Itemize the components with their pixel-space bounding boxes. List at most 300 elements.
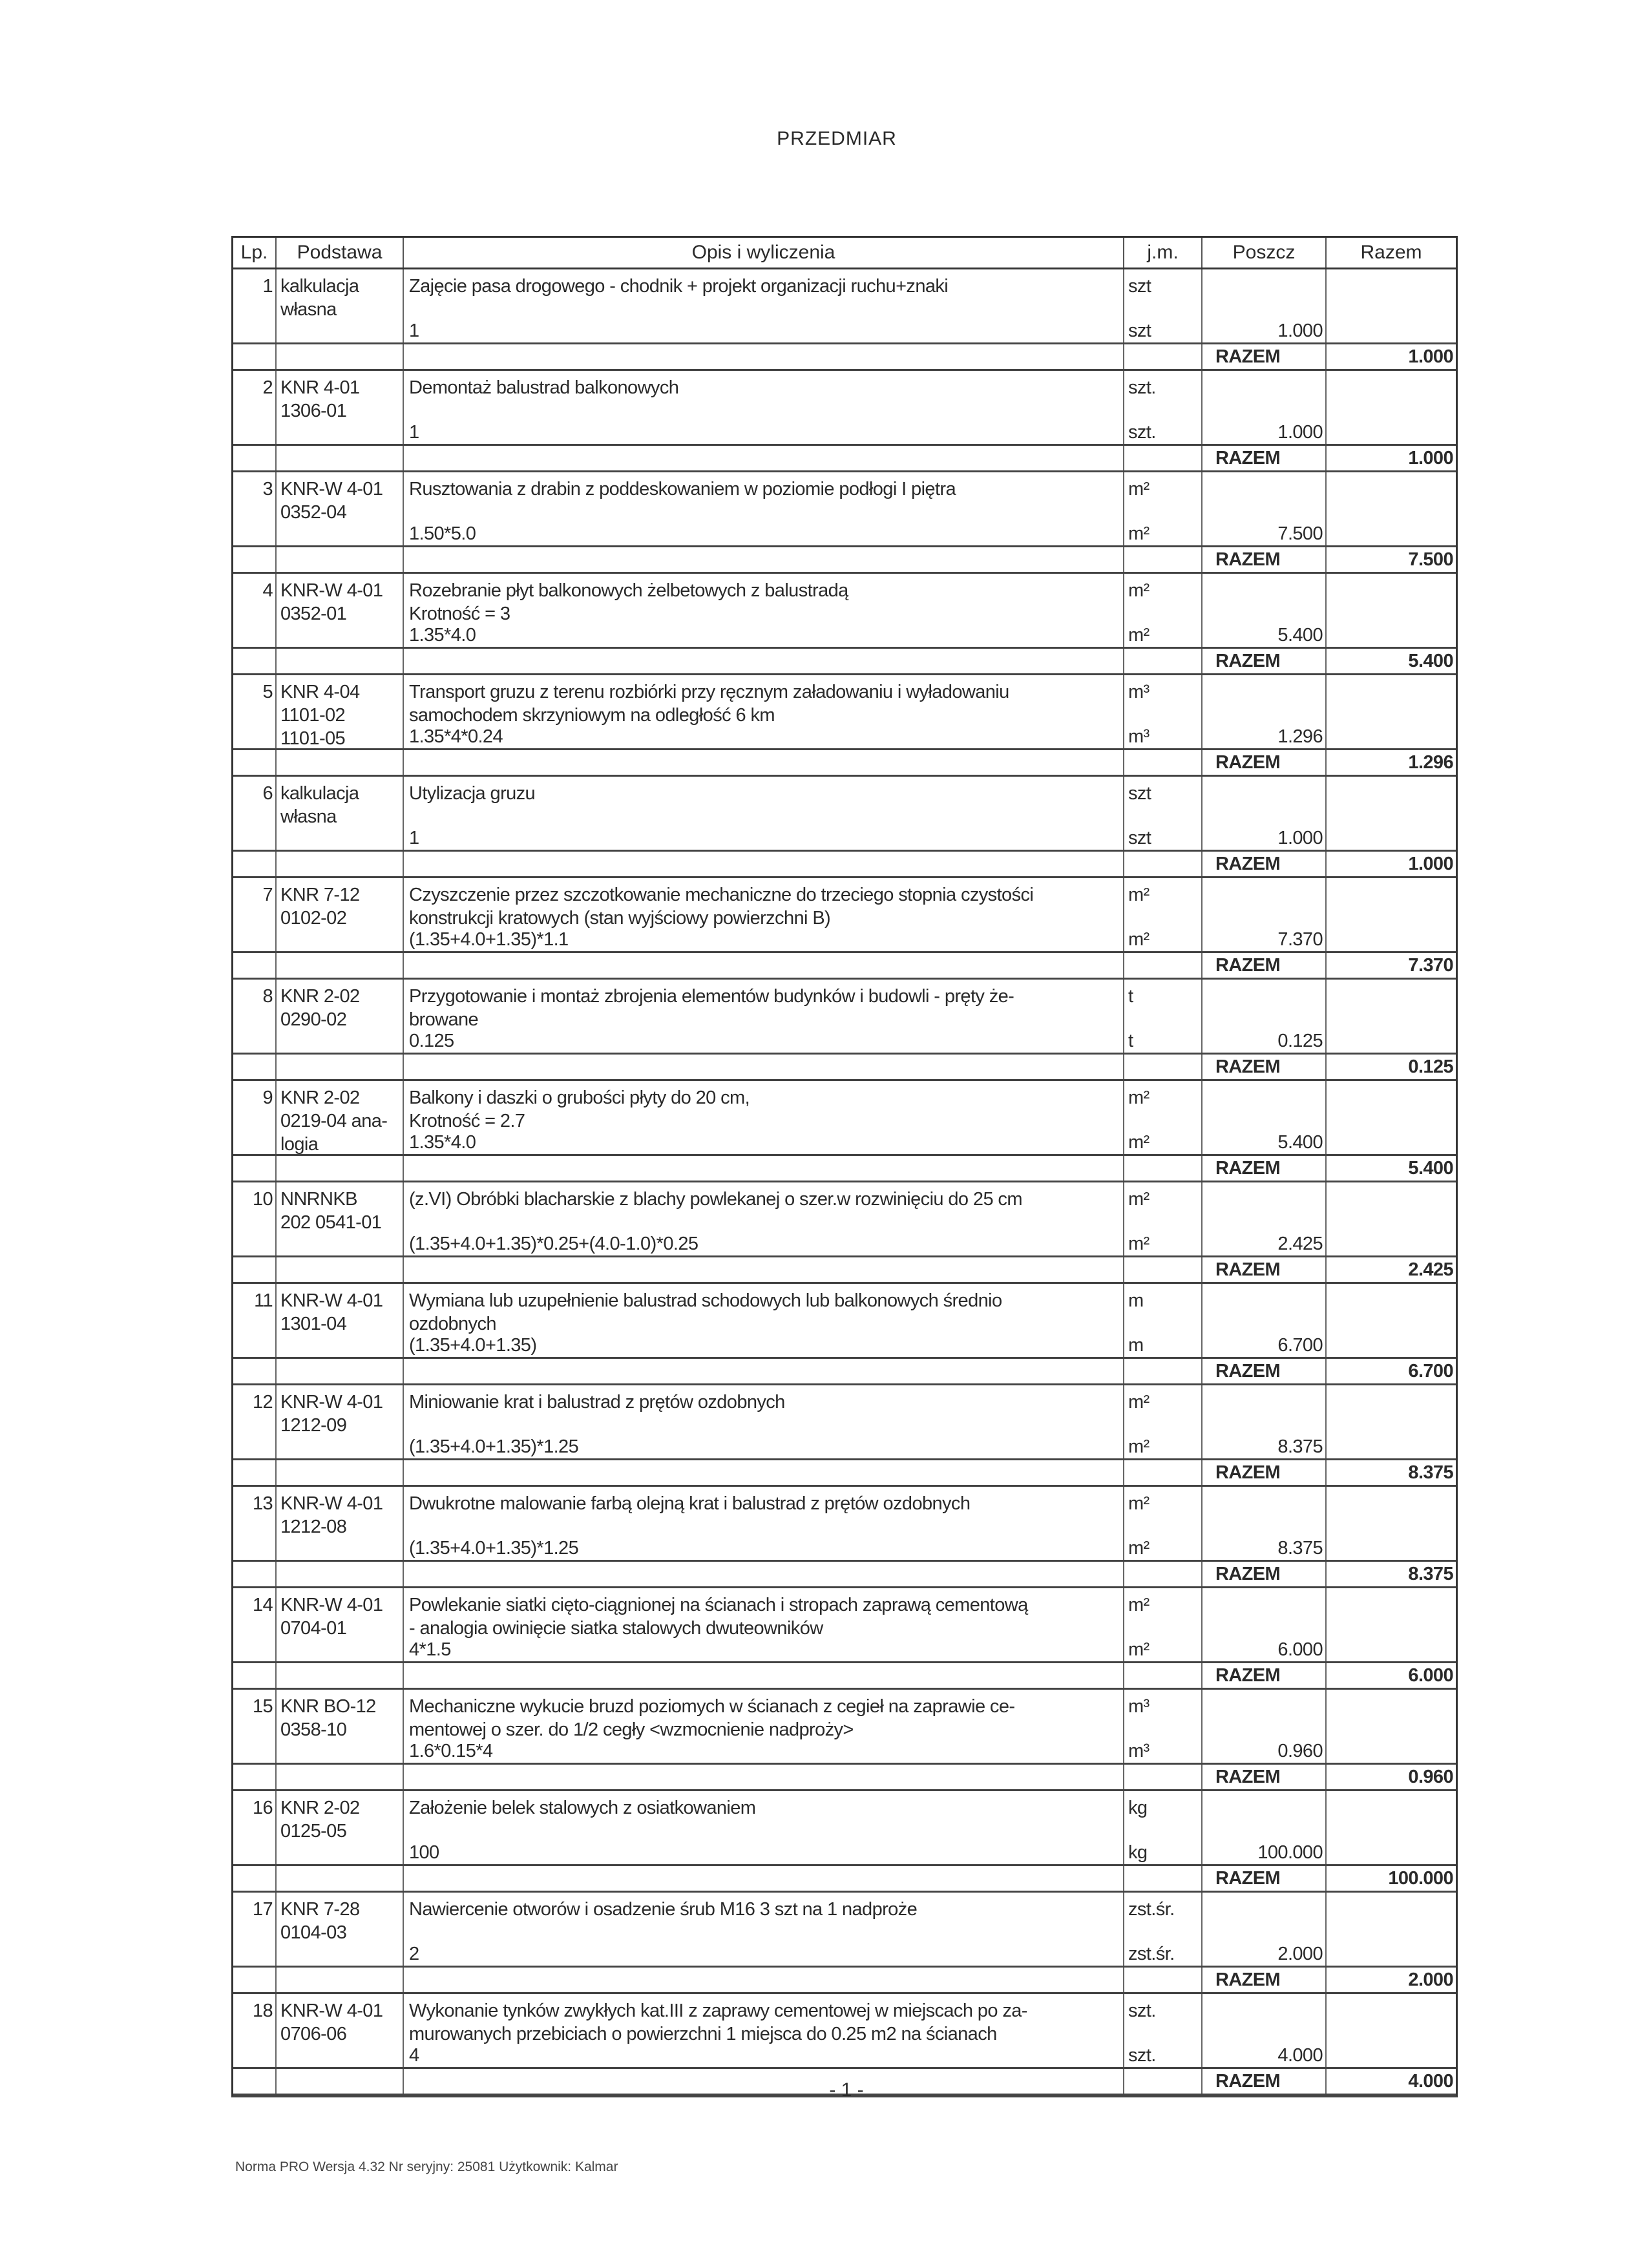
jm-bottom: m²: [1128, 1234, 1150, 1254]
poszcz-value: 6.700: [1277, 1335, 1323, 1356]
jm-bottom: m³: [1128, 726, 1150, 747]
opis-line: mentowej o szer. do 1/2 cegły <wzmocnienie nadproży>: [409, 1719, 854, 1740]
item-podstawa: [277, 1487, 404, 1560]
poszcz-value: 0.125: [1277, 1031, 1323, 1051]
razem-value: 1.000: [1408, 346, 1453, 367]
razem-row: [233, 1663, 1456, 1690]
item-calculation: 4*1.5: [409, 1639, 451, 1660]
opis-line: Przygotowanie i montaż zbrojenia elementów budynków i budowli - pręty że-: [409, 986, 1014, 1007]
jm-top: m²: [1128, 479, 1150, 499]
opis-line: Krotność = 3: [409, 604, 510, 624]
podstawa-line: 0125-05: [280, 1821, 347, 1842]
item-opis: [404, 980, 1124, 1053]
podstawa-line: KNR-W 4-01: [280, 1595, 383, 1615]
jm-bottom: szt.: [1128, 2045, 1156, 2066]
item-opis: [404, 269, 1124, 342]
razem-label: RAZEM: [1203, 446, 1327, 470]
table-row: [233, 1081, 1456, 1156]
item-razem-empty: [1327, 1385, 1456, 1458]
jm-bottom: szt.: [1128, 422, 1156, 443]
opis-line: murowanych przebiciach o powierzchni 1 miejsca do 0.25 m2 na ścianach: [409, 2024, 997, 2044]
razem-row: [233, 547, 1456, 574]
item-razem-empty: [1327, 1487, 1456, 1560]
razem-label: RAZEM: [1203, 344, 1327, 369]
item-podstawa: [277, 1588, 404, 1661]
item-podstawa: [277, 980, 404, 1053]
jm-bottom: m²: [1128, 1436, 1150, 1457]
podstawa-line: KNR 7-12: [280, 885, 360, 905]
item-opis: [404, 1791, 1124, 1864]
poszcz-value: 7.500: [1277, 523, 1323, 544]
item-razem-empty: [1327, 269, 1456, 342]
razem-value: 5.400: [1408, 651, 1453, 671]
razem-value: 7.500: [1408, 549, 1453, 570]
item-razem-empty: [1327, 777, 1456, 850]
item-jm: [1124, 878, 1203, 951]
razem-row: [233, 852, 1456, 878]
podstawa-line: KNR 7-28: [280, 1899, 360, 1920]
jm-top: szt.: [1128, 2000, 1156, 2021]
item-poszcz: [1203, 1182, 1327, 1255]
item-calculation: 1.35*4.0: [409, 1132, 476, 1153]
podstawa-line: 1301-04: [280, 1314, 347, 1334]
item-razem-empty: [1327, 472, 1456, 545]
item-podstawa: [277, 269, 404, 342]
podstawa-line: własna: [280, 299, 337, 320]
item-jm: [1124, 1487, 1203, 1560]
jm-bottom: kg: [1128, 1842, 1148, 1863]
item-opis: [404, 1182, 1124, 1255]
podstawa-line: 0704-01: [280, 1618, 347, 1639]
razem-label: RAZEM: [1203, 953, 1327, 978]
item-poszcz: [1203, 1893, 1327, 1966]
razem-label: RAZEM: [1203, 1866, 1327, 1891]
jm-top: m²: [1128, 1392, 1150, 1412]
razem-value: 4.000: [1408, 2071, 1453, 2092]
item-jm: [1124, 1690, 1203, 1763]
item-calculation: 2: [409, 1944, 419, 1964]
jm-bottom: szt: [1128, 320, 1151, 341]
table-row: [233, 980, 1456, 1055]
item-calculation: (1.35+4.0+1.35)*1.25: [409, 1436, 579, 1457]
opis-line: konstrukcji kratowych (stan wyjściowy powierzchni B): [409, 908, 831, 929]
table-body: [233, 269, 1456, 2095]
table-row: [233, 1182, 1456, 1257]
razem-value: 0.960: [1408, 1767, 1453, 1787]
jm-bottom: m: [1128, 1335, 1144, 1356]
podstawa-line: KNR 2-02: [280, 986, 360, 1007]
item-calculation: 100: [409, 1842, 439, 1863]
item-opis: [404, 1893, 1124, 1966]
podstawa-line: KNR-W 4-01: [280, 1290, 383, 1311]
item-poszcz: [1203, 1487, 1327, 1560]
jm-bottom: m²: [1128, 1538, 1150, 1559]
table-row: [233, 1385, 1456, 1460]
table-row: [233, 574, 1456, 649]
item-lp: 4: [233, 574, 277, 647]
item-jm: [1124, 980, 1203, 1053]
podstawa-line: 0219-04 ana-: [280, 1111, 388, 1131]
item-calculation: (1.35+4.0+1.35): [409, 1335, 537, 1356]
razem-label: RAZEM: [1203, 1460, 1327, 1485]
jm-top: szt: [1128, 276, 1151, 297]
poszcz-value: 8.375: [1277, 1538, 1323, 1559]
podstawa-line: KNR 4-04: [280, 682, 360, 702]
item-poszcz: [1203, 1284, 1327, 1357]
podstawa-line: 0358-10: [280, 1719, 347, 1740]
item-poszcz: [1203, 878, 1327, 951]
item-lp: 8: [233, 980, 277, 1053]
jm-bottom: m²: [1128, 1639, 1150, 1660]
item-opis: [404, 1385, 1124, 1458]
item-opis: [404, 472, 1124, 545]
item-poszcz: [1203, 980, 1327, 1053]
jm-top: t: [1128, 986, 1133, 1007]
item-poszcz: [1203, 675, 1327, 748]
razem-label: RAZEM: [1203, 649, 1327, 673]
razem-label: RAZEM: [1203, 1663, 1327, 1688]
razem-row: [233, 344, 1456, 371]
header-poszcz: Poszcz: [1203, 238, 1327, 268]
item-calculation: (1.35+4.0+1.35)*1.1: [409, 929, 569, 950]
item-opis: [404, 675, 1124, 748]
item-jm: [1124, 1284, 1203, 1357]
jm-top: m³: [1128, 1696, 1150, 1717]
razem-label: RAZEM: [1203, 1562, 1327, 1586]
item-podstawa: [277, 777, 404, 850]
opis-line: Miniowanie krat i balustrad z prętów ozdobnych: [409, 1392, 785, 1412]
jm-top: m²: [1128, 1493, 1150, 1514]
opis-line: Założenie belek stalowych z osiatkowaniem: [409, 1798, 756, 1818]
table-row: [233, 1893, 1456, 1968]
item-lp: 14: [233, 1588, 277, 1661]
jm-bottom: m²: [1128, 1132, 1150, 1153]
table-row: [233, 878, 1456, 953]
opis-line: Powlekanie siatki cięto-ciągnionej na ścianach i stropach zaprawą cementową: [409, 1595, 1028, 1615]
item-razem-empty: [1327, 878, 1456, 951]
item-lp: 12: [233, 1385, 277, 1458]
item-jm: [1124, 574, 1203, 647]
jm-top: m²: [1128, 885, 1150, 905]
item-calculation: 1: [409, 320, 419, 341]
jm-bottom: m²: [1128, 523, 1150, 544]
poszcz-value: 5.400: [1277, 625, 1323, 646]
podstawa-line: 0290-02: [280, 1009, 347, 1030]
razem-label: RAZEM: [1203, 547, 1327, 572]
razem-value: 100.000: [1388, 1868, 1453, 1889]
razem-row: [233, 1359, 1456, 1385]
jm-top: m²: [1128, 580, 1150, 601]
item-podstawa: [277, 574, 404, 647]
razem-label: RAZEM: [1203, 750, 1327, 775]
item-lp: 5: [233, 675, 277, 748]
poszcz-value: 1.000: [1277, 422, 1323, 443]
opis-line: Transport gruzu z terenu rozbiórki przy ręcznym załadowaniu i wyładowaniu: [409, 682, 1009, 702]
podstawa-line: kalkulacja: [280, 276, 359, 297]
podstawa-line: 1101-05: [280, 728, 346, 748]
item-lp: 1: [233, 269, 277, 342]
item-jm: [1124, 1081, 1203, 1154]
item-podstawa: [277, 1182, 404, 1255]
razem-value: 7.370: [1408, 955, 1453, 976]
razem-row: [233, 750, 1456, 777]
header-podstawa: Podstawa: [277, 238, 404, 268]
jm-top: m: [1128, 1290, 1144, 1311]
item-poszcz: [1203, 1588, 1327, 1661]
item-poszcz: [1203, 777, 1327, 850]
item-jm: [1124, 675, 1203, 748]
item-jm: [1124, 269, 1203, 342]
razem-value: 8.375: [1408, 1462, 1453, 1483]
item-podstawa: [277, 371, 404, 444]
razem-row: [233, 1866, 1456, 1893]
table-row: [233, 1588, 1456, 1663]
podstawa-line: KNR 4-01: [280, 377, 360, 398]
item-lp: 9: [233, 1081, 277, 1154]
poszcz-value: 4.000: [1277, 2045, 1323, 2066]
razem-row: [233, 1562, 1456, 1588]
page-number: - 1 -: [829, 2079, 864, 2101]
jm-bottom: m²: [1128, 625, 1150, 646]
header-razem: Razem: [1360, 242, 1422, 263]
opis-line: Utylizacja gruzu: [409, 783, 536, 804]
razem-row: [233, 649, 1456, 675]
item-poszcz: [1203, 472, 1327, 545]
poszcz-value: 1.000: [1277, 320, 1323, 341]
table-row: [233, 371, 1456, 446]
razem-value: 6.000: [1408, 1665, 1453, 1686]
podstawa-line: KNR 2-02: [280, 1087, 360, 1108]
item-opis: [404, 777, 1124, 850]
item-opis: [404, 878, 1124, 951]
razem-row: [233, 1460, 1456, 1487]
document-title: PRZEDMIAR: [777, 128, 897, 149]
opis-line: ozdobnych: [409, 1314, 496, 1334]
opis-line: (z.VI) Obróbki blacharskie z blachy powlekanej o szer.w rozwinięciu do 25 cm: [409, 1189, 1022, 1210]
jm-top: zst.śr.: [1128, 1899, 1175, 1920]
razem-value: 5.400: [1408, 1158, 1453, 1179]
opis-line: Wymiana lub uzupełnienie balustrad schodowych lub balkonowych średnio: [409, 1290, 1002, 1311]
item-calculation: 1.50*5.0: [409, 523, 476, 544]
razem-value: 8.375: [1408, 1564, 1453, 1584]
poszcz-value: 2.000: [1277, 1944, 1323, 1964]
jm-top: m³: [1128, 682, 1150, 702]
poszcz-value: 8.375: [1277, 1436, 1323, 1457]
podstawa-line: KNR-W 4-01: [280, 2000, 383, 2021]
item-opis: [404, 1081, 1124, 1154]
item-poszcz: [1203, 1791, 1327, 1864]
opis-line: Zajęcie pasa drogowego - chodnik + projekt organizacji ruchu+znaki: [409, 276, 949, 297]
item-lp: 18: [233, 1994, 277, 2067]
podstawa-line: 1212-08: [280, 1517, 347, 1537]
razem-row: [233, 1257, 1456, 1284]
jm-bottom: m²: [1128, 929, 1150, 950]
item-jm: [1124, 1893, 1203, 1966]
table-row: [233, 1284, 1456, 1359]
opis-line: Dwukrotne malowanie farbą olejną krat i balustrad z prętów ozdobnych: [409, 1493, 971, 1514]
razem-label: RAZEM: [1203, 1765, 1327, 1789]
podstawa-line: KNR-W 4-01: [280, 580, 383, 601]
jm-top: kg: [1128, 1798, 1148, 1818]
item-razem-empty: [1327, 1081, 1456, 1154]
item-podstawa: [277, 878, 404, 951]
item-poszcz: [1203, 1994, 1327, 2067]
item-calculation: 1.35*4*0.24: [409, 726, 503, 747]
podstawa-line: KNR-W 4-01: [280, 479, 383, 499]
razem-label: RAZEM: [1203, 1359, 1327, 1383]
podstawa-line: 0104-03: [280, 1922, 347, 1943]
opis-line: samochodem skrzyniowym na odległość 6 km: [409, 705, 775, 726]
item-jm: [1124, 472, 1203, 545]
jm-bottom: szt: [1128, 828, 1151, 848]
header-lp: Lp.: [233, 238, 277, 268]
item-podstawa: [277, 1690, 404, 1763]
item-opis: [404, 1690, 1124, 1763]
razem-label: RAZEM: [1203, 1257, 1327, 1282]
jm-bottom: t: [1128, 1031, 1133, 1051]
podstawa-line: 0102-02: [280, 908, 347, 929]
item-podstawa: [277, 472, 404, 545]
podstawa-line: 0352-01: [280, 604, 347, 624]
item-calculation: 1: [409, 828, 419, 848]
razem-label: RAZEM: [1203, 852, 1327, 876]
razem-value: 0.125: [1408, 1056, 1453, 1077]
item-jm: [1124, 1588, 1203, 1661]
razem-label: RAZEM: [1203, 1968, 1327, 1992]
poszcz-value: 0.960: [1277, 1741, 1323, 1761]
item-jm: [1124, 371, 1203, 444]
item-opis: [404, 1994, 1124, 2067]
poszcz-value: 5.400: [1277, 1132, 1323, 1153]
jm-top: m²: [1128, 1087, 1150, 1108]
razem-label: RAZEM: [1203, 2069, 1327, 2094]
item-calculation: 4: [409, 2045, 419, 2066]
table-row: [233, 777, 1456, 852]
razem-value: 1.000: [1408, 448, 1453, 468]
item-opis: [404, 1588, 1124, 1661]
razem-value: 2.000: [1408, 1969, 1453, 1990]
podstawa-line: kalkulacja: [280, 783, 359, 804]
item-poszcz: [1203, 371, 1327, 444]
item-opis: [404, 1487, 1124, 1560]
item-calculation: 1: [409, 422, 419, 443]
opis-line: Balkony i daszki o grubości płyty do 20 cm,: [409, 1087, 750, 1108]
podstawa-line: 1306-01: [280, 401, 347, 421]
item-calculation: (1.35+4.0+1.35)*0.25+(4.0-1.0)*0.25: [409, 1234, 698, 1254]
podstawa-line: KNR 2-02: [280, 1798, 360, 1818]
podstawa-line: 1101-02: [280, 705, 346, 726]
opis-line: Rozebranie płyt balkonowych żelbetowych z balustradą: [409, 580, 848, 601]
item-jm: [1124, 777, 1203, 850]
razem-row: [233, 1156, 1456, 1182]
item-poszcz: [1203, 574, 1327, 647]
item-podstawa: [277, 1385, 404, 1458]
item-lp: 10: [233, 1182, 277, 1255]
item-razem-empty: [1327, 1791, 1456, 1864]
podstawa-line: 202 0541-01: [280, 1212, 382, 1233]
razem-value: 6.700: [1408, 1361, 1453, 1381]
razem-value: 1.296: [1408, 752, 1453, 773]
razem-row: [233, 953, 1456, 980]
table-row: [233, 1690, 1456, 1765]
table-row: [233, 1994, 1456, 2069]
item-jm: [1124, 1791, 1203, 1864]
item-jm: [1124, 1182, 1203, 1255]
razem-label: RAZEM: [1203, 1055, 1327, 1079]
table-row: [233, 472, 1456, 547]
opis-line: Nawiercenie otworów i osadzenie śrub M16 3 szt na 1 nadproże: [409, 1899, 918, 1920]
poszcz-value: 1.000: [1277, 828, 1323, 848]
item-razem-empty: [1327, 1994, 1456, 2067]
podstawa-line: KNR-W 4-01: [280, 1392, 383, 1412]
podstawa-line: KNR-W 4-01: [280, 1493, 383, 1514]
item-podstawa: [277, 1893, 404, 1966]
item-lp: 13: [233, 1487, 277, 1560]
jm-bottom: zst.śr.: [1128, 1944, 1175, 1964]
poszcz-value: 7.370: [1277, 929, 1323, 950]
item-razem-empty: [1327, 675, 1456, 748]
podstawa-line: własna: [280, 806, 337, 827]
item-lp: 16: [233, 1791, 277, 1864]
footer-software-info: Norma PRO Wersja 4.32 Nr seryjny: 25081 Użytkownik: Kalmar: [235, 2159, 618, 2174]
item-poszcz: [1203, 269, 1327, 342]
jm-top: m²: [1128, 1189, 1150, 1210]
jm-bottom: m³: [1128, 1741, 1150, 1761]
item-podstawa: [277, 1284, 404, 1357]
item-calculation: 1.6*0.15*4: [409, 1741, 493, 1761]
item-razem-empty: [1327, 1690, 1456, 1763]
item-razem-empty: [1327, 980, 1456, 1053]
item-lp: 3: [233, 472, 277, 545]
item-lp: 17: [233, 1893, 277, 1966]
opis-line: Czyszczenie przez szczotkowanie mechaniczne do trzeciego stopnia czystości: [409, 885, 1034, 905]
table-row: [233, 269, 1456, 344]
item-poszcz: [1203, 1690, 1327, 1763]
razem-row: [233, 446, 1456, 472]
opis-line: Demontaż balustrad balkonowych: [409, 377, 679, 398]
razem-value: 1.000: [1408, 854, 1453, 874]
item-razem-empty: [1327, 574, 1456, 647]
poszcz-value: 1.296: [1277, 726, 1323, 747]
podstawa-line: 1212-09: [280, 1415, 347, 1436]
table-row: [233, 1791, 1456, 1866]
poszcz-value: 6.000: [1277, 1639, 1323, 1660]
poszcz-value: 100.000: [1257, 1842, 1323, 1863]
header-jm: j.m.: [1124, 238, 1203, 268]
jm-top: szt.: [1128, 377, 1156, 398]
header-opis: Opis i wyliczenia: [404, 238, 1124, 268]
item-jm: [1124, 1994, 1203, 2067]
item-opis: [404, 574, 1124, 647]
item-poszcz: [1203, 1081, 1327, 1154]
item-opis: [404, 1284, 1124, 1357]
podstawa-line: 0706-06: [280, 2024, 347, 2044]
opis-line: Rusztowania z drabin z poddeskowaniem w poziomie podłogi I piętra: [409, 479, 956, 499]
podstawa-line: NNRNKB: [280, 1189, 357, 1210]
table-header: [233, 238, 1456, 269]
item-lp: 15: [233, 1690, 277, 1763]
item-calculation: (1.35+4.0+1.35)*1.25: [409, 1538, 579, 1559]
razem-row: [233, 1055, 1456, 1081]
item-calculation: 0.125: [409, 1031, 454, 1051]
podstawa-line: KNR BO-12: [280, 1696, 376, 1717]
opis-line: Wykonanie tynków zwykłych kat.III z zaprawy cementowej w miejscach po za-: [409, 2000, 1027, 2021]
item-calculation: 1.35*4.0: [409, 625, 476, 646]
item-podstawa: [277, 1994, 404, 2067]
item-razem-empty: [1327, 1182, 1456, 1255]
item-lp: 11: [233, 1284, 277, 1357]
razem-label: RAZEM: [1203, 1156, 1327, 1181]
